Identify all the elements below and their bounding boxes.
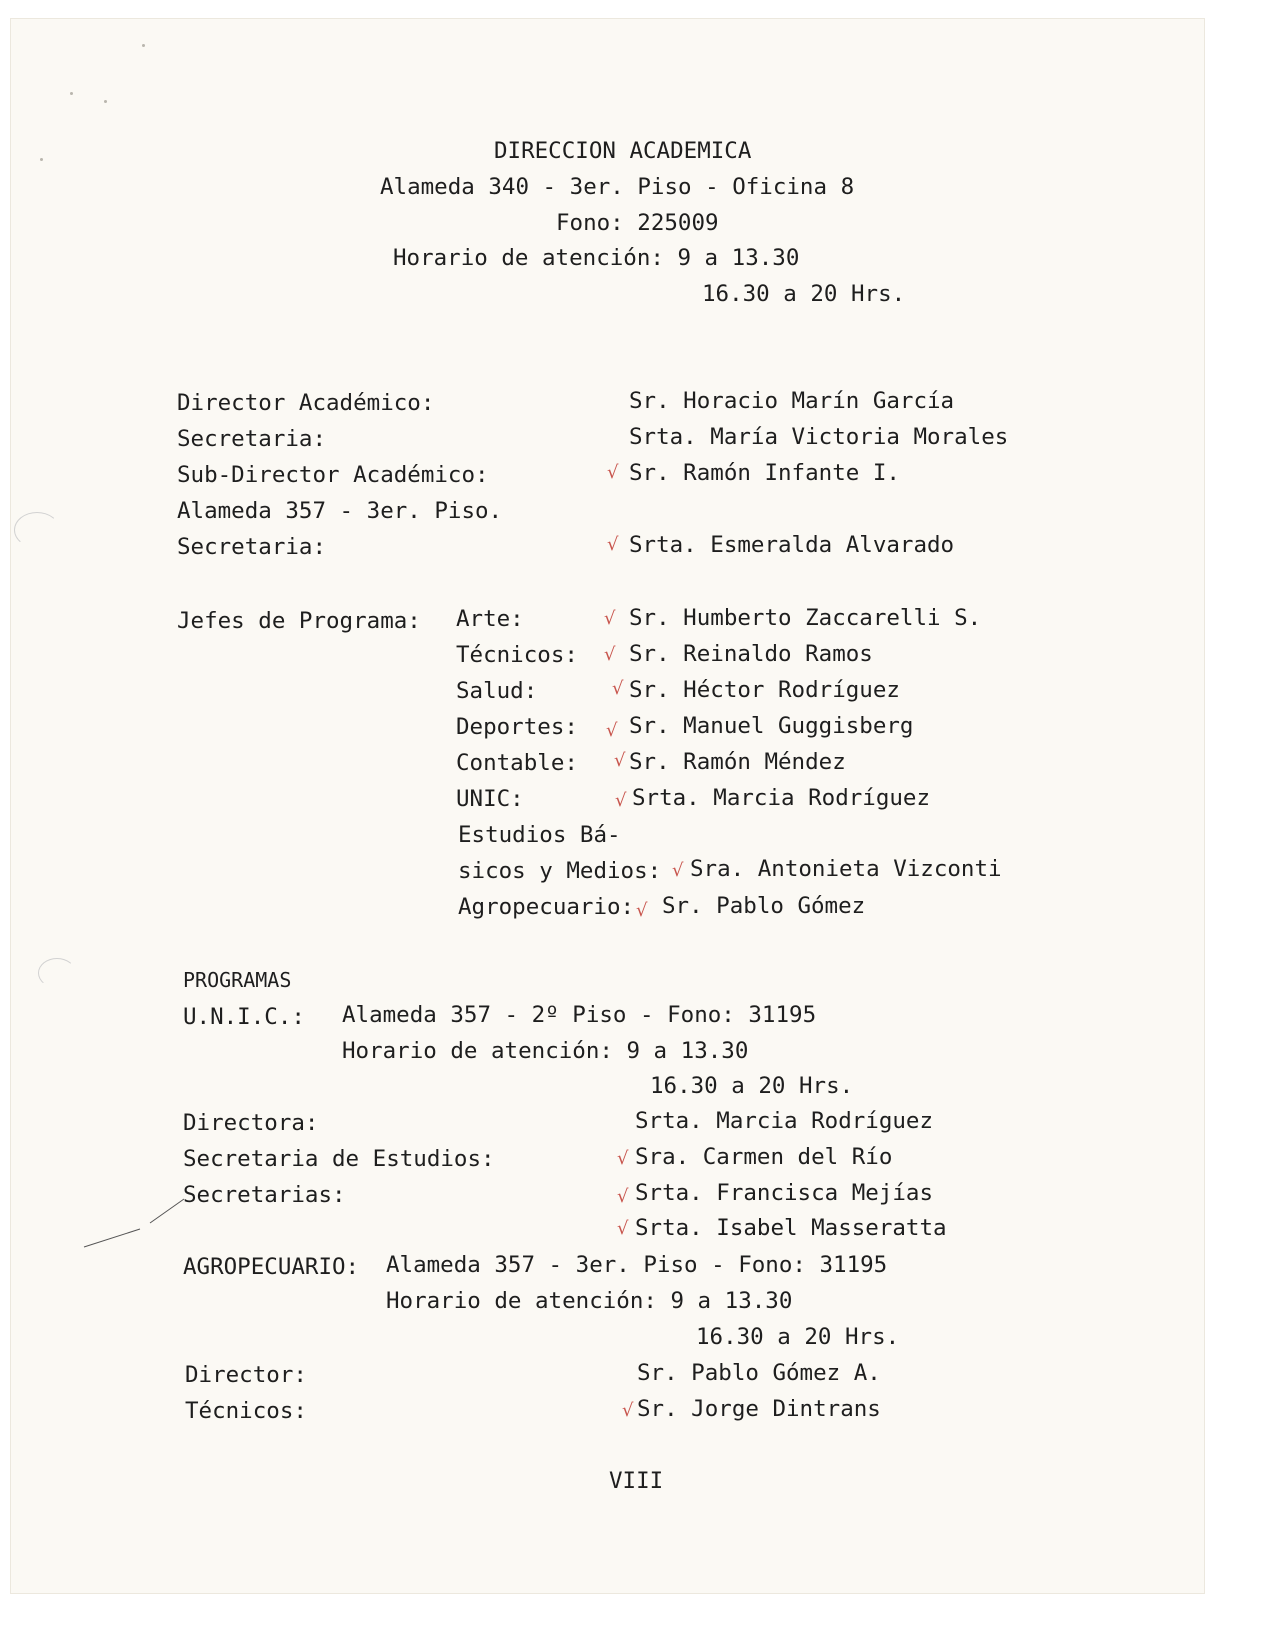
secretaria2-label: Secretaria:: [177, 534, 327, 560]
paper-speck: [104, 100, 107, 103]
check-mark: √: [612, 678, 624, 699]
unic-secretarias-label: Secretarias:: [183, 1182, 346, 1208]
paper-speck: [70, 92, 73, 95]
unic-secretaria-name: Srta. Francisca Mejías: [635, 1180, 934, 1206]
check-mark: √: [604, 644, 616, 665]
agro-director-label: Director:: [185, 1362, 307, 1388]
jefes-name: Sr. Héctor Rodríguez: [629, 677, 900, 703]
check-mark: √: [636, 900, 648, 921]
subdirector-address: Alameda 357 - 3er. Piso.: [177, 498, 503, 524]
secretaria-name: Srta. María Victoria Morales: [629, 424, 1009, 450]
unic-address: Alameda 357 - 2º Piso - Fono: 31195: [342, 1002, 817, 1028]
check-mark: √: [607, 534, 619, 555]
jefes-area: sicos y Medios:: [458, 858, 662, 884]
check-mark: √: [617, 1186, 629, 1207]
pencil-stroke: [80, 1195, 190, 1255]
agro-tecnicos-name: Sr. Jorge Dintrans: [637, 1396, 881, 1422]
jefes-name: Sr. Reinaldo Ramos: [629, 641, 873, 667]
secretaria2-name: Srta. Esmeralda Alvarado: [629, 532, 955, 558]
check-mark: √: [617, 1218, 629, 1239]
jefes-area: Técnicos:: [456, 642, 578, 668]
director-name: Sr. Horacio Marín García: [629, 388, 955, 414]
check-mark: √: [672, 860, 684, 881]
check-mark: √: [614, 750, 626, 771]
check-mark: √: [607, 462, 619, 483]
paper-speck: [142, 44, 145, 47]
agro-hours-evening: 16.30 a 20 Hrs.: [696, 1324, 900, 1350]
unic-secretaria-name: Srta. Isabel Masseratta: [635, 1215, 947, 1241]
jefes-name: Sr. Humberto Zaccarelli S.: [629, 605, 982, 631]
secretaria-label: Secretaria:: [177, 426, 327, 452]
agro-label: AGROPECUARIO:: [183, 1254, 360, 1280]
header-phone: Fono: 225009: [556, 210, 719, 236]
header-address: Alameda 340 - 3er. Piso - Oficina 8: [380, 174, 855, 200]
check-mark: √: [615, 790, 627, 811]
unic-directora-name: Srta. Marcia Rodríguez: [635, 1108, 934, 1134]
check-mark: √: [606, 720, 618, 741]
jefes-area: UNIC:: [456, 786, 524, 812]
paper-speck: [40, 158, 43, 161]
unic-label: U.N.I.C.:: [183, 1004, 305, 1030]
header-title: DIRECCION ACADEMICA: [494, 138, 752, 164]
jefes-area: Contable:: [456, 750, 578, 776]
agro-tecnicos-label: Técnicos:: [185, 1398, 307, 1424]
paper-smudge: [14, 512, 60, 548]
jefes-label: Jefes de Programa:: [177, 608, 421, 634]
jefes-name: Sr. Ramón Méndez: [629, 749, 846, 775]
unic-directora-label: Directora:: [183, 1110, 319, 1136]
agro-address: Alameda 357 - 3er. Piso - Fono: 31195: [386, 1252, 888, 1278]
jefes-name: Sr. Manuel Guggisberg: [629, 713, 914, 739]
unic-hours: Horario de atención: 9 a 13.30: [342, 1038, 749, 1064]
check-mark: √: [617, 1148, 629, 1169]
check-mark: √: [622, 1400, 634, 1421]
jefes-name: Sra. Antonieta Vizconti: [690, 856, 1002, 882]
programas-title: PROGRAMAS: [183, 968, 292, 992]
jefes-area: Agropecuario:: [458, 894, 635, 920]
jefes-area: Arte:: [456, 606, 524, 632]
agro-director-name: Sr. Pablo Gómez A.: [637, 1360, 881, 1386]
jefes-area: Estudios Bá-: [458, 822, 621, 848]
unic-sec-estudios-name: Sra. Carmen del Río: [635, 1144, 893, 1170]
unic-hours-evening: 16.30 a 20 Hrs.: [650, 1073, 854, 1099]
unic-sec-estudios-label: Secretaria de Estudios:: [183, 1146, 495, 1172]
director-label: Director Académico:: [177, 390, 435, 416]
subdirector-name: Sr. Ramón Infante I.: [629, 460, 900, 486]
jefes-name: Sr. Pablo Gómez: [662, 893, 866, 919]
subdirector-label: Sub-Director Académico:: [177, 462, 489, 488]
jefes-area: Salud:: [456, 678, 538, 704]
page-number: VIII: [609, 1468, 664, 1494]
header-hours: Horario de atención: 9 a 13.30: [393, 245, 800, 271]
check-mark: √: [604, 608, 616, 629]
paper-smudge: [38, 958, 76, 988]
jefes-area: Deportes:: [456, 714, 578, 740]
jefes-name: Srta. Marcia Rodríguez: [632, 785, 931, 811]
agro-hours: Horario de atención: 9 a 13.30: [386, 1288, 793, 1314]
header-hours-evening: 16.30 a 20 Hrs.: [702, 281, 906, 307]
